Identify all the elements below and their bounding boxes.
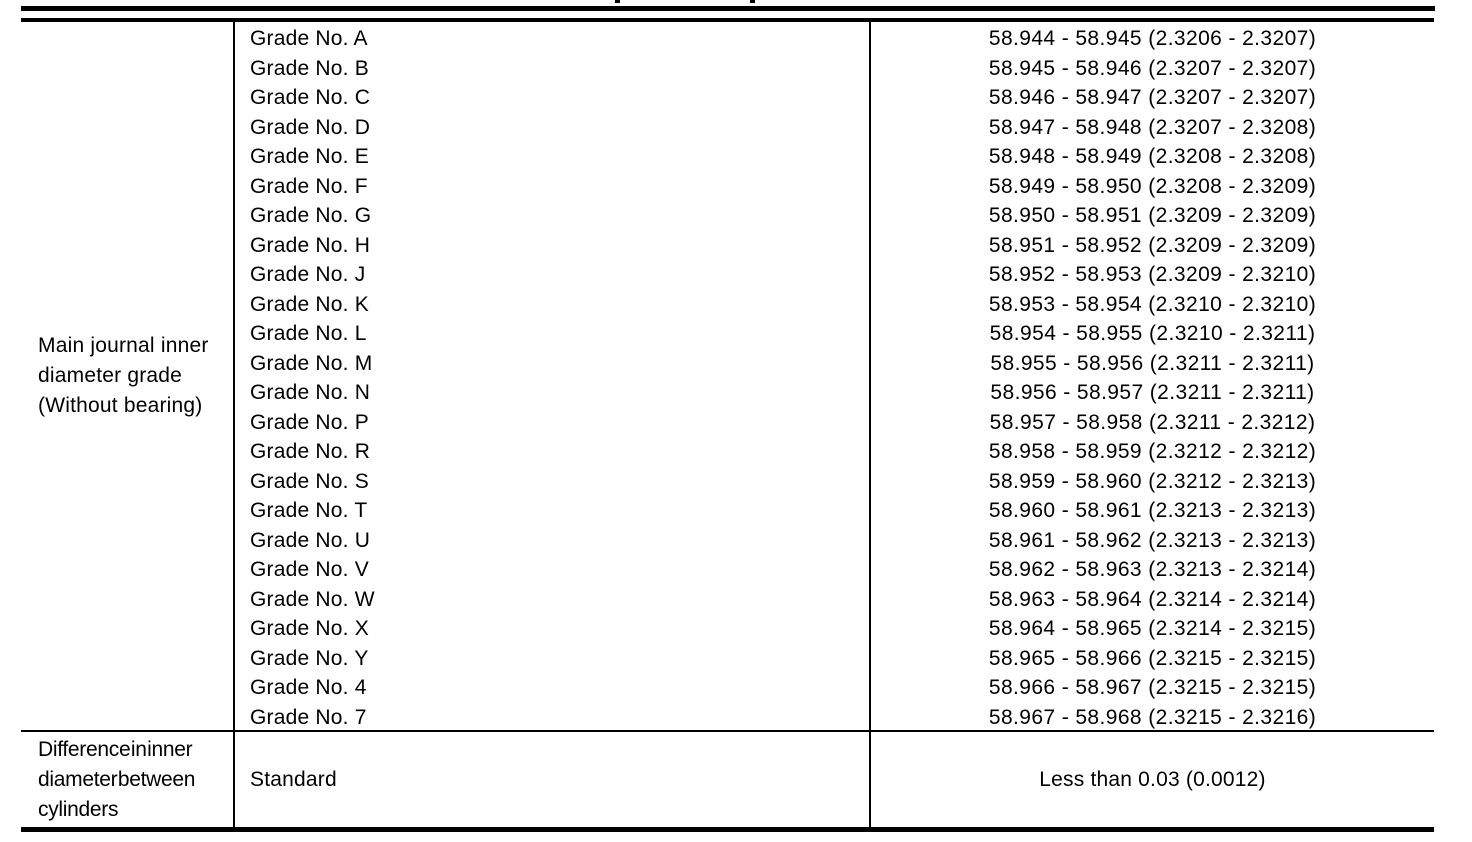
grade-item: Grade No. Y: [250, 646, 369, 670]
grade-item: Grade No. 7: [250, 705, 367, 729]
grade-value-item: 58.950 - 58.951 (2.3209 - 2.3209): [988, 204, 1317, 227]
grade-item: Grade No. G: [250, 204, 372, 227]
grade-value-item: 58.944 - 58.945 (2.3206 - 2.3207): [988, 27, 1317, 50]
grade-list-cell: [235, 22, 871, 730]
main-journal-label-line-3: (Without bearing): [38, 394, 203, 417]
cropped-text-fragment: [615, 0, 620, 3]
grade-item: Grade No. C: [250, 86, 371, 109]
grade-value-item: 58.945 - 58.946 (2.3207 - 2.3207): [988, 56, 1317, 80]
cropped-text-fragment: [750, 0, 755, 3]
grade-value-item: 58.958 - 58.959 (2.3212 - 2.3212): [988, 440, 1317, 463]
table-row-main-journal-grade: [21, 22, 1434, 732]
grade-item: Grade No. F: [250, 174, 368, 198]
grade-item: Grade No. V: [250, 558, 369, 581]
grade-item: Grade No. 4: [250, 676, 367, 699]
difference-value: Less than 0.03 (0.0012): [1039, 767, 1266, 791]
grade-value-item: 58.946 - 58.947 (2.3207 - 2.3207): [988, 86, 1317, 109]
difference-label-line-3: cylinders: [38, 797, 119, 821]
grade-value-item: 58.954 - 58.955 (2.3210 - 2.3211): [989, 322, 1316, 345]
main-journal-label-line-1: Main journal inner: [38, 334, 209, 357]
grade-value-item: 58.962 - 58.963 (2.3213 - 2.3214): [988, 558, 1317, 581]
grade-item: Grade No. L: [250, 322, 367, 345]
grade-value-item: 58.955 - 58.956 (2.3211 - 2.3211): [990, 351, 1315, 375]
grade-item: Grade No. D: [250, 115, 371, 139]
grade-value-item: 58.947 - 58.948 (2.3207 - 2.3208): [988, 115, 1317, 139]
grade-item: Grade No. J: [250, 263, 366, 286]
grade-value-item: 58.953 - 58.954 (2.3210 - 2.3210): [988, 292, 1317, 316]
grade-item: Grade No. W: [250, 587, 375, 611]
main-journal-label-line-2: diameter grade: [38, 364, 183, 387]
difference-label-line-2: diameter between: [38, 767, 196, 791]
grade-item: Grade No. N: [250, 381, 371, 404]
grade-value-item: 58.963 - 58.964 (2.3214 - 2.3214): [988, 587, 1317, 611]
main-journal-label-cell: [21, 22, 235, 730]
table-row-diameter-difference: [21, 732, 1434, 827]
difference-condition-label: Standard: [250, 767, 337, 791]
grade-item: Grade No. R: [250, 440, 371, 463]
grade-value-item: 58.951 - 58.952 (2.3209 - 2.3209): [988, 233, 1317, 257]
grade-item: Grade No. T: [250, 499, 368, 522]
difference-label-cell: [21, 732, 235, 827]
grade-value-item: 58.959 - 58.960 (2.3212 - 2.3213): [988, 469, 1317, 493]
specification-table: [21, 18, 1434, 832]
grade-value-item: 58.948 - 58.949 (2.3208 - 2.3208): [988, 145, 1317, 168]
grade-item: Grade No. M: [250, 351, 373, 375]
grade-item: Grade No. U: [250, 528, 371, 552]
difference-label-line-1: Difference in inner: [38, 737, 193, 761]
top-double-rule: [21, 6, 1435, 11]
grade-value-item: 58.965 - 58.966 (2.3215 - 2.3215): [988, 646, 1317, 670]
grade-value-item: 58.949 - 58.950 (2.3208 - 2.3209): [988, 174, 1317, 198]
grade-item: Grade No. H: [250, 233, 371, 257]
grade-value-item: 58.964 - 58.965 (2.3214 - 2.3215): [988, 617, 1317, 640]
grade-item: Grade No. B: [250, 56, 369, 80]
grade-item: Grade No. A: [250, 27, 368, 50]
grade-value-item: 58.957 - 58.958 (2.3211 - 2.3212): [989, 410, 1316, 434]
grade-item: Grade No. X: [250, 617, 369, 640]
grade-value-item: 58.960 - 58.961 (2.3213 - 2.3213): [988, 499, 1317, 522]
grade-value-item: 58.961 - 58.962 (2.3213 - 2.3213): [988, 528, 1317, 552]
grade-value-item: 58.956 - 58.957 (2.3211 - 2.3211): [990, 381, 1315, 404]
grade-item: Grade No. E: [250, 145, 369, 168]
grade-value-item: 58.966 - 58.967 (2.3215 - 2.3215): [988, 676, 1317, 699]
grade-value-list-cell: [871, 22, 1434, 730]
difference-condition-cell: [235, 732, 871, 827]
grade-item: Grade No. P: [250, 410, 369, 434]
grade-value-item: 58.952 - 58.953 (2.3209 - 2.3210): [988, 263, 1317, 286]
grade-item: Grade No. K: [250, 292, 369, 316]
grade-item: Grade No. S: [250, 469, 369, 493]
grade-value-item: 58.967 - 58.968 (2.3215 - 2.3216): [988, 705, 1317, 729]
difference-value-cell: [871, 732, 1434, 827]
